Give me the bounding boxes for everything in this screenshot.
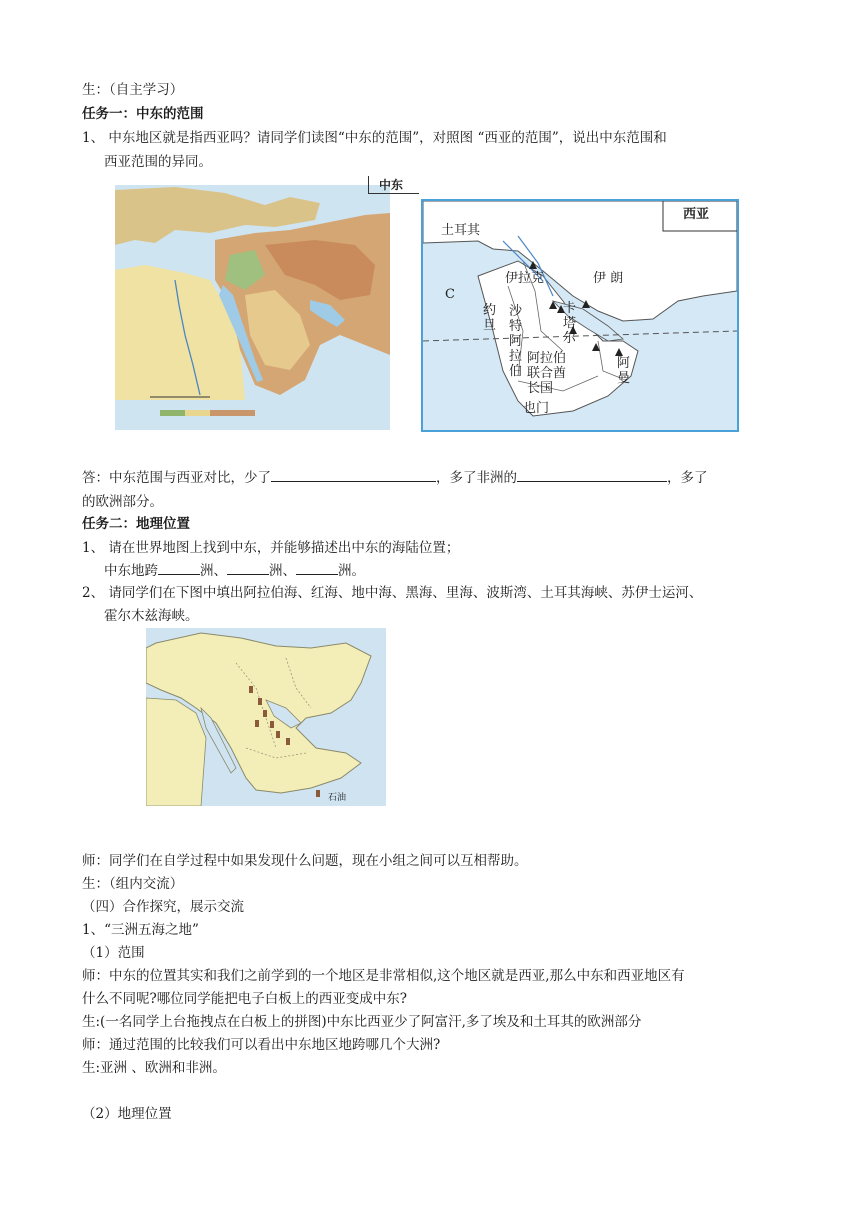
west-asia-map [421, 199, 739, 432]
teacher-question-line2: 什么不同呢?哪位同学能把电子白板上的西亚变成中东? [82, 991, 407, 1007]
label-turkey: 土耳其 [441, 223, 481, 238]
task2-title: 任务二：地理位置 [82, 516, 190, 532]
section4-heading: （四）合作探究，展示交流 [82, 899, 244, 915]
label-iraq: 伊拉克 [505, 271, 545, 286]
blank-continent-2[interactable] [227, 560, 269, 575]
question2-span-continents: 中东地跨 洲、 洲、 洲。 [104, 560, 365, 581]
teacher-question2: 师：通过范围的比较我们可以看出中东地区地跨哪几个大洲? [82, 1037, 441, 1053]
answer-line2: 的欧洲部分。 [82, 494, 163, 510]
blank-continent-1[interactable] [158, 560, 200, 575]
question1-line1: 1、 中东地区就是指西亚吗？请同学们读图“中东的范围”，对照图 “西亚的范围”，说出中东范围和 [82, 130, 667, 146]
label-saudi-arabia: 沙特阿拉伯 [509, 304, 523, 379]
label-yemen: 也门 [523, 401, 550, 416]
question2-item2-line1: 2、 请同学们在下图中填出阿拉伯海、红海、地中海、黑海、里海、波斯湾、土耳其海峡、苏伊士运河、 [82, 585, 703, 601]
label-uae: 阿拉伯联合酋长国 [527, 351, 567, 396]
item1-heading: 1、“三洲五海之地” [82, 922, 199, 938]
question1-line2: 西亚范围的异同。 [104, 154, 212, 170]
sub1-scope: （1）范围 [82, 945, 145, 961]
blank-missing-region[interactable] [271, 467, 436, 482]
middle-east-map-title: 中东 [368, 176, 419, 194]
middle-east-terrain-map [115, 185, 390, 430]
oil-legend-label: 石油 [328, 793, 347, 803]
student-answer2: 生:亚洲 、欧洲和非洲。 [82, 1060, 226, 1076]
student-answer: 生:(一名同学上台拖拽点在白板上的拼图)中东比西亚少了阿富汗,多了埃及和土耳其的欧洲部分 [82, 1014, 642, 1030]
task1-title: 任务一：中东的范围 [82, 106, 204, 122]
label-jordan: 约旦 [483, 303, 497, 333]
blank-middle-east-map [146, 628, 386, 806]
label-iran: 伊 朗 [593, 271, 624, 286]
label-c-mark: C [445, 287, 455, 302]
teacher-question-line1: 师：中东的位置其实和我们之前学到的一个地区是非常相似,这个地区就是西亚,那么中东和西亚地区有 [82, 968, 685, 984]
west-asia-title: 西亚 [683, 207, 710, 222]
student-group-exchange: 生：（组内交流） [82, 876, 184, 892]
blank-continent-3[interactable] [296, 560, 338, 575]
question2-item2-line2: 霍尔木兹海峡。 [104, 608, 199, 624]
blank-africa-part[interactable] [517, 467, 667, 482]
answer-line1: 答：中东范围与西亚对比，少了 ，多了非洲的 ，多了 [82, 467, 708, 488]
label-oman: 阿曼 [617, 356, 631, 386]
student-self-study: 生：（自主学习） [82, 82, 184, 98]
sub2-location: （2）地理位置 [82, 1106, 172, 1122]
teacher-help: 师：同学们在自学过程中如果发现什么问题，现在小组之间可以互相帮助。 [82, 853, 528, 869]
question2-item1: 1、 请在世界地图上找到中东，并能够描述出中东的海陆位置； [82, 540, 460, 556]
label-qatar: 卡塔尔 [563, 301, 577, 346]
